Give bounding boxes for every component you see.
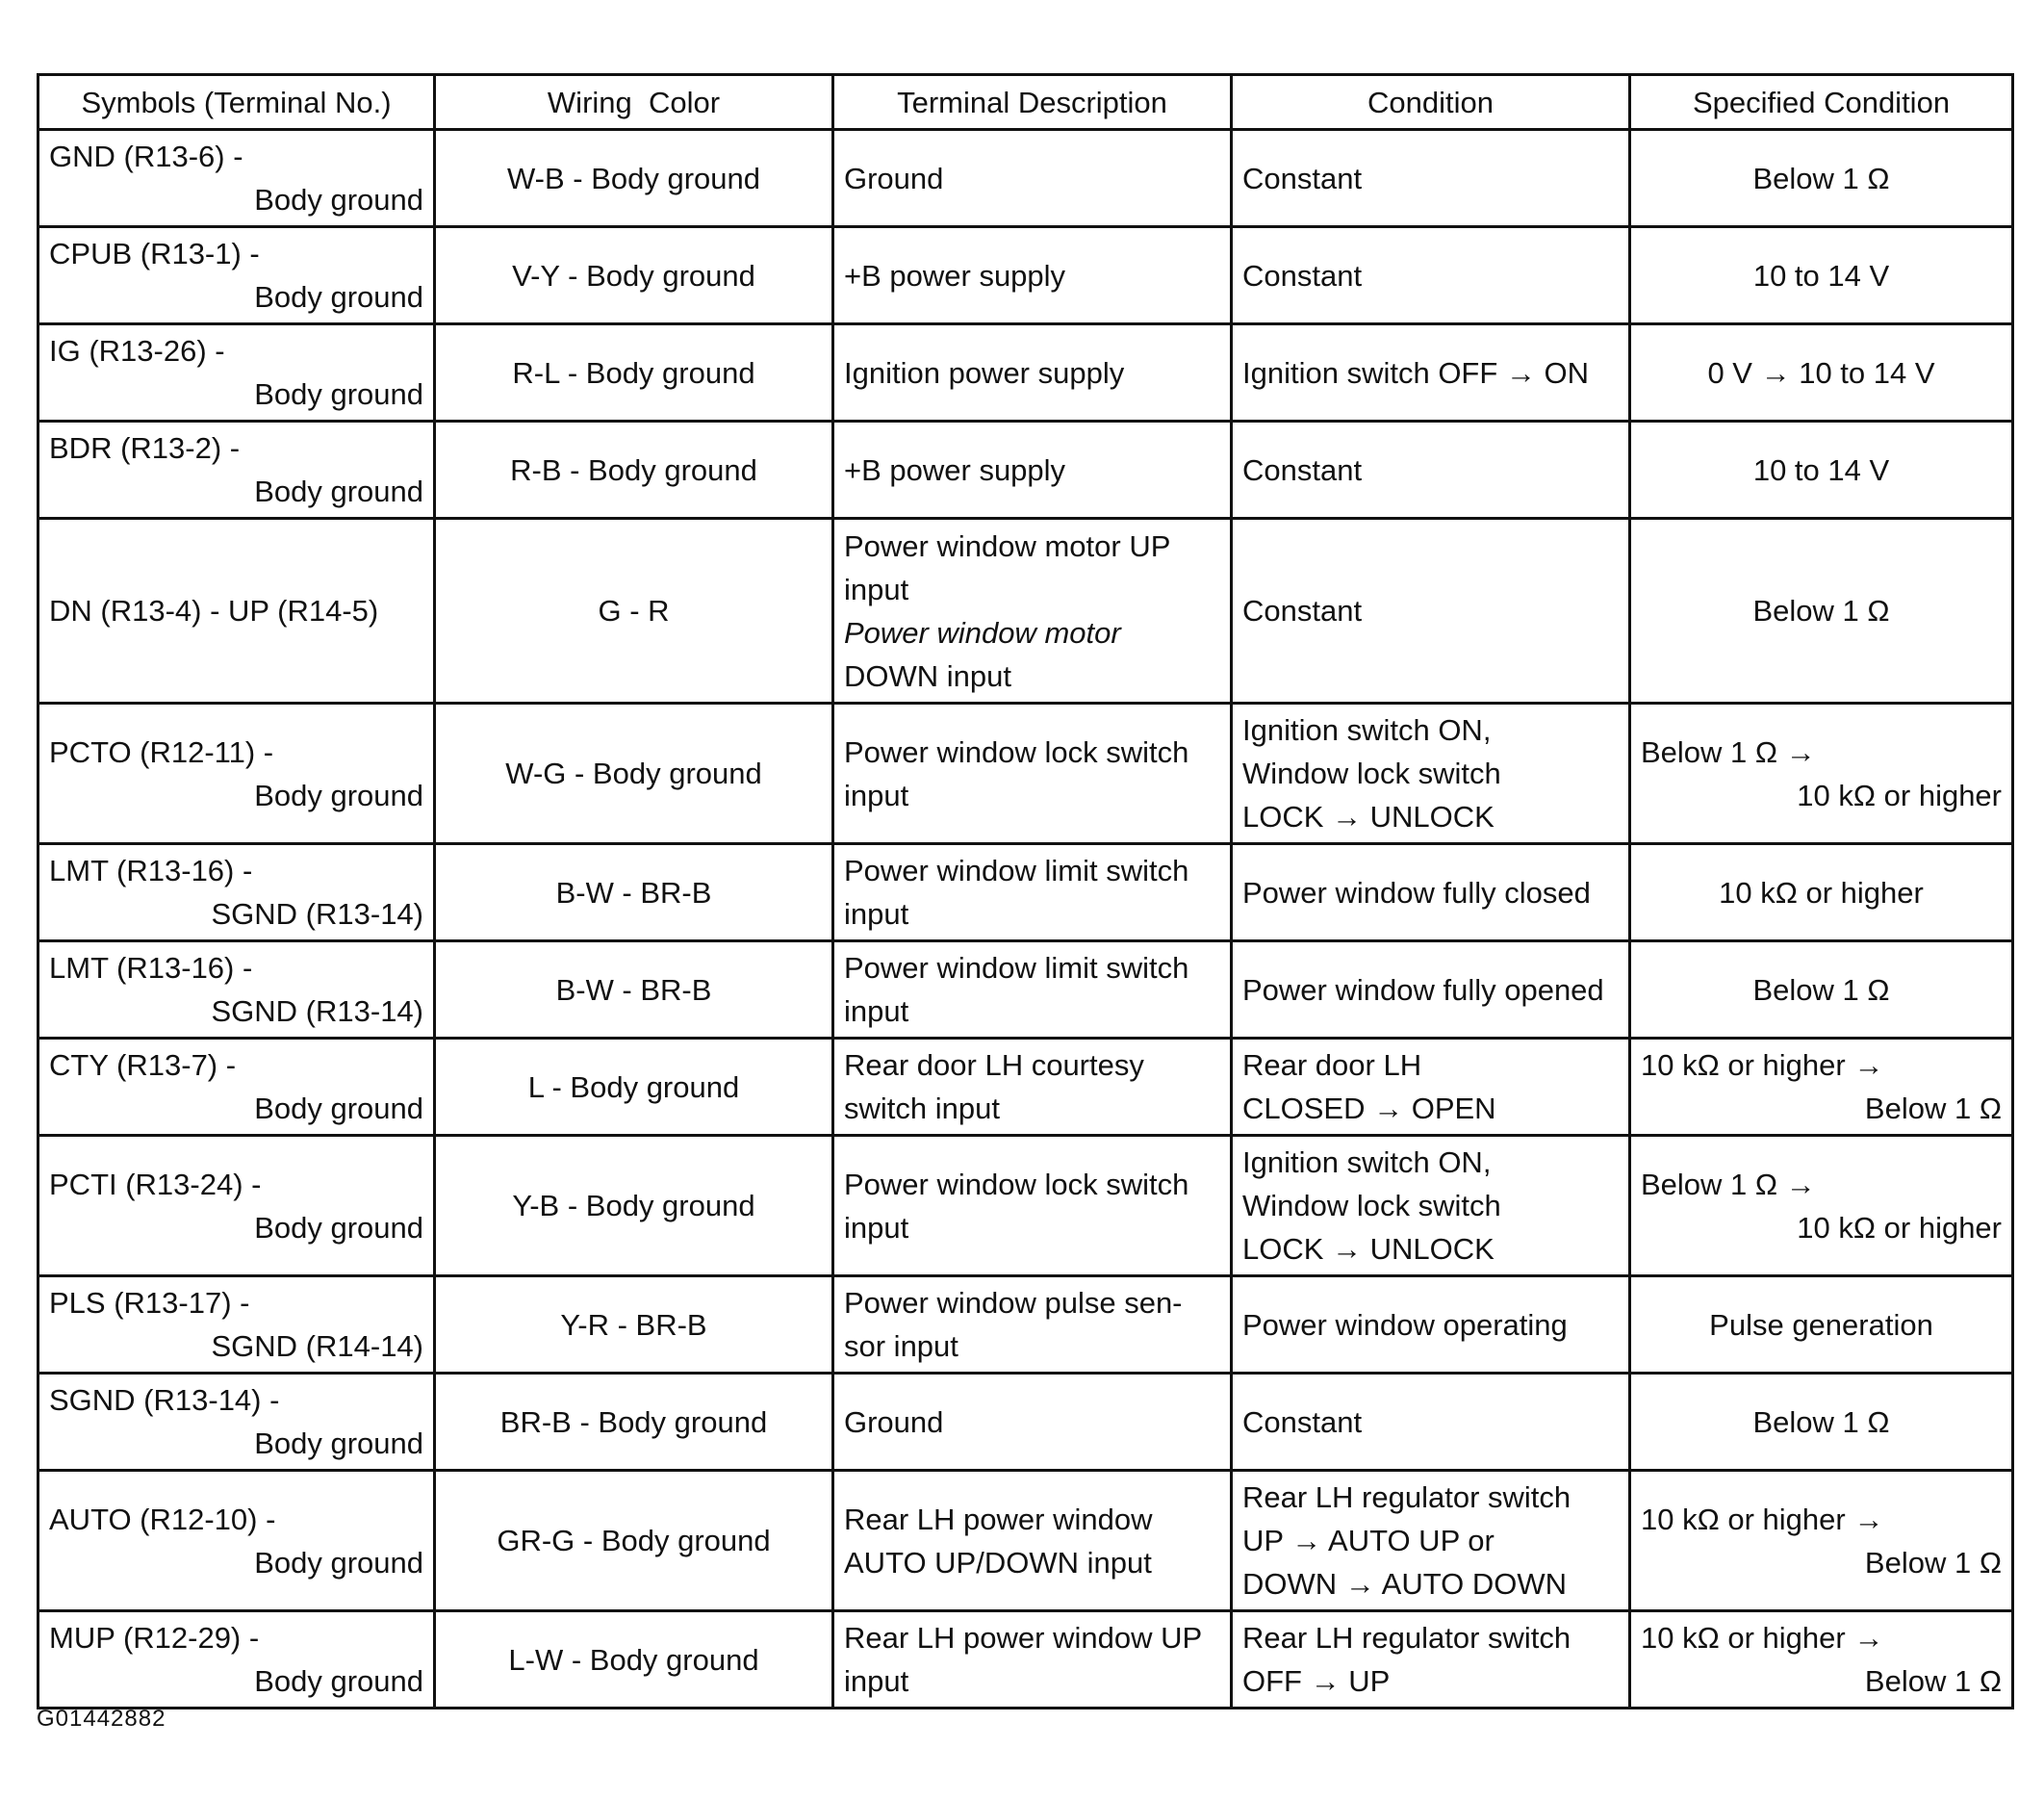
- specified-condition-cell: 10 kΩ or higher: [1630, 844, 2013, 941]
- specified-condition-cell: 10 to 14 V: [1630, 422, 2013, 519]
- table-row: [38, 844, 2013, 941]
- specified-condition-cell: 10 kΩ or higher → Below 1 Ω: [1630, 1039, 2013, 1136]
- condition-cell: Ignition switch ON, Window lock switch LOCK → UNLOCK: [1232, 704, 1630, 844]
- symbol-cell: LMT (R13-16) - SGND (R13-14): [38, 844, 435, 941]
- specified-condition-cell: Below 1 Ω: [1630, 130, 2013, 227]
- header-wiring-color: Wiring Color: [435, 75, 833, 130]
- table-row: [38, 1276, 2013, 1374]
- specified-condition-cell: 10 to 14 V: [1630, 227, 2013, 324]
- symbol-cell: BDR (R13-2) - Body ground: [38, 422, 435, 519]
- symbol-cell: CTY (R13-7) - Body ground: [38, 1039, 435, 1136]
- specified-condition-cell: Below 1 Ω: [1630, 941, 2013, 1039]
- table-row: [38, 227, 2013, 324]
- symbol-cell: PLS (R13-17) - SGND (R14-14): [38, 1276, 435, 1374]
- terminal-spec-page: [37, 73, 2011, 1709]
- table-row: [38, 1374, 2013, 1471]
- terminal-description-cell: Power window limit switch input: [833, 941, 1232, 1039]
- terminal-description-cell: Rear LH power window AUTO UP/DOWN input: [833, 1471, 1232, 1611]
- symbol-cell: IG (R13-26) - Body ground: [38, 324, 435, 422]
- symbol-cell: PCTO (R12-11) - Body ground: [38, 704, 435, 844]
- condition-cell: Constant: [1232, 422, 1630, 519]
- table-row: [38, 1039, 2013, 1136]
- wiring-color-cell: BR-B - Body ground: [435, 1374, 833, 1471]
- terminal-description-cell: Ignition power supply: [833, 324, 1232, 422]
- table-row: [38, 941, 2013, 1039]
- specified-condition-cell: 0 V → 10 to 14 V: [1630, 324, 2013, 422]
- header-condition: Condition: [1232, 75, 1630, 130]
- terminal-description-cell: Power window lock switch input: [833, 1136, 1232, 1276]
- wiring-color-cell: G - R: [435, 519, 833, 704]
- condition-cell: Constant: [1232, 519, 1630, 704]
- table-row: [38, 324, 2013, 422]
- symbol-cell: LMT (R13-16) - SGND (R13-14): [38, 941, 435, 1039]
- condition-cell: Constant: [1232, 130, 1630, 227]
- header-symbols: Symbols (Terminal No.): [38, 75, 435, 130]
- specified-condition-cell: 10 kΩ or higher → Below 1 Ω: [1630, 1471, 2013, 1611]
- wiring-color-cell: L - Body ground: [435, 1039, 833, 1136]
- condition-cell: Rear door LH CLOSED → OPEN: [1232, 1039, 1630, 1136]
- symbol-cell: AUTO (R12-10) - Body ground: [38, 1471, 435, 1611]
- terminal-description-cell: Power window motor UP input Power window motor DOWN input: [833, 519, 1232, 704]
- specified-condition-cell: 10 kΩ or higher → Below 1 Ω: [1630, 1611, 2013, 1709]
- terminal-description-cell: Power window lock switch input: [833, 704, 1232, 844]
- wiring-color-cell: GR-G - Body ground: [435, 1471, 833, 1611]
- condition-cell: Constant: [1232, 227, 1630, 324]
- condition-cell: Power window fully opened: [1232, 941, 1630, 1039]
- terminal-description-cell: Power window limit switch input: [833, 844, 1232, 941]
- condition-cell: Rear LH regulator switch OFF → UP: [1232, 1611, 1630, 1709]
- terminal-description-cell: Ground: [833, 1374, 1232, 1471]
- terminal-description-cell: Rear door LH courtesy switch input: [833, 1039, 1232, 1136]
- wiring-color-cell: R-L - Body ground: [435, 324, 833, 422]
- header-terminal-description: Terminal Description: [833, 75, 1232, 130]
- header-specified-condition: Specified Condition: [1630, 75, 2013, 130]
- specified-condition-cell: Below 1 Ω: [1630, 519, 2013, 704]
- terminal-description-cell: Power window pulse sen- sor input: [833, 1276, 1232, 1374]
- wiring-color-cell: L-W - Body ground: [435, 1611, 833, 1709]
- terminal-description-cell: +B power supply: [833, 422, 1232, 519]
- condition-cell: Ignition switch OFF → ON: [1232, 324, 1630, 422]
- symbol-cell: GND (R13-6) - Body ground: [38, 130, 435, 227]
- condition-cell: Power window operating: [1232, 1276, 1630, 1374]
- terminal-description-cell: Rear LH power window UP input: [833, 1611, 1232, 1709]
- specified-condition-cell: Pulse generation: [1630, 1276, 2013, 1374]
- wiring-color-cell: V-Y - Body ground: [435, 227, 833, 324]
- wiring-color-cell: Y-B - Body ground: [435, 1136, 833, 1276]
- condition-cell: Power window fully closed: [1232, 844, 1630, 941]
- symbol-cell: SGND (R13-14) - Body ground: [38, 1374, 435, 1471]
- wiring-color-cell: W-B - Body ground: [435, 130, 833, 227]
- condition-cell: Constant: [1232, 1374, 1630, 1471]
- symbol-cell: PCTI (R13-24) - Body ground: [38, 1136, 435, 1276]
- table-row: [38, 1471, 2013, 1611]
- wiring-color-cell: W-G - Body ground: [435, 704, 833, 844]
- wiring-color-cell: R-B - Body ground: [435, 422, 833, 519]
- condition-cell: Ignition switch ON, Window lock switch LOCK → UNLOCK: [1232, 1136, 1630, 1276]
- table-row: [38, 130, 2013, 227]
- condition-cell: Rear LH regulator switch UP → AUTO UP or DOWN → AUTO DOWN: [1232, 1471, 1630, 1611]
- terminal-description-cell: +B power supply: [833, 227, 1232, 324]
- table-row: [38, 519, 2013, 704]
- symbol-cell: CPUB (R13-1) - Body ground: [38, 227, 435, 324]
- table-row: [38, 422, 2013, 519]
- specified-condition-cell: Below 1 Ω → 10 kΩ or higher: [1630, 1136, 2013, 1276]
- figure-id: G01442882: [37, 1706, 166, 1732]
- symbol-cell: MUP (R12-29) - Body ground: [38, 1611, 435, 1709]
- specified-condition-cell: Below 1 Ω → 10 kΩ or higher: [1630, 704, 2013, 844]
- specified-condition-cell: Below 1 Ω: [1630, 1374, 2013, 1471]
- symbol-cell: DN (R13-4) - UP (R14-5): [38, 519, 435, 704]
- terminal-description-cell: Ground: [833, 130, 1232, 227]
- table-row: [38, 1136, 2013, 1276]
- terminal-spec-table: [37, 73, 2014, 1709]
- wiring-color-cell: Y-R - BR-B: [435, 1276, 833, 1374]
- wiring-color-cell: B-W - BR-B: [435, 941, 833, 1039]
- table-row: [38, 704, 2013, 844]
- table-header-row: [38, 75, 2013, 130]
- wiring-color-cell: B-W - BR-B: [435, 844, 833, 941]
- table-row: [38, 1611, 2013, 1709]
